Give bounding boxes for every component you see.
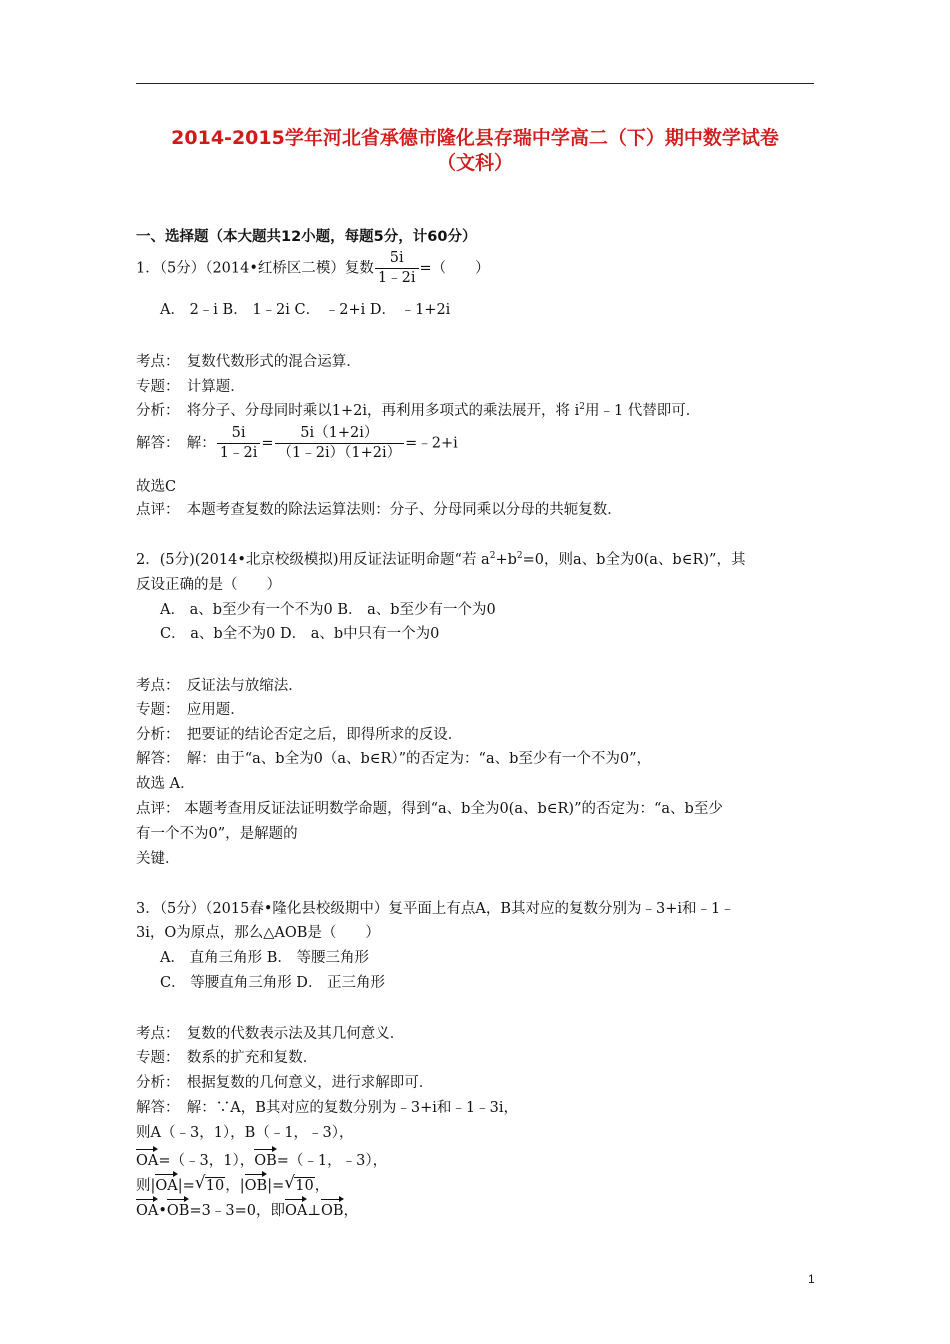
q3-options-ab: A． 直角三角形 B． 等腰三角形: [160, 950, 369, 966]
section-heading: 一、选择题（本大题共12小题，每题5分，计60分）: [136, 229, 477, 245]
q3-coords: 则A（﹣3，1），B（﹣1，﹣3），: [136, 1125, 354, 1141]
q3-mod-sep: ，|: [225, 1178, 245, 1194]
q1-jieda-frac1: [217, 424, 261, 463]
q1-jieda-label: 解答： 解：: [136, 435, 216, 452]
q3-ob-value: =（﹣1，﹣3），: [276, 1153, 388, 1169]
q3-stem-line2: 3i，O为原点，那么△AOB是（ ）: [136, 925, 380, 941]
page-number: 1: [808, 1272, 815, 1286]
q3-oa-value: =（﹣3，1），: [158, 1153, 255, 1169]
vector-ob: OB: [254, 1147, 277, 1169]
q2-stem-post: =0，则a、b全为0(a、b∈R)”，其: [522, 552, 746, 568]
q1-jieda: [136, 424, 458, 463]
header-rule: [136, 83, 814, 84]
q1-fraction: [375, 249, 419, 288]
q3-zhuanti: 专题： 数系的扩充和复数．: [136, 1050, 318, 1066]
q1-jieda-frac1-num: 5i: [217, 424, 261, 444]
q1-zhuanti: 专题： 计算题．: [136, 379, 245, 395]
q1-jieda-frac2-num: 5i（1+2i）: [275, 424, 405, 444]
vector-oa: OA: [155, 1172, 177, 1194]
q2-jieda: 解答： 解：由于“a、b全为0（a、b∈R）”的否定为：“a、b至少有一个不为0”，: [136, 751, 652, 767]
sqrt-radicand: 10: [295, 1178, 314, 1194]
sqrt-10: √ 10: [194, 1173, 225, 1194]
q2-options-ab: A． a、b至少有一个不为0 B． a、b至少有一个为0: [160, 602, 496, 618]
q2-sup2: 2: [516, 551, 523, 562]
doc-title-line2: （文科）: [436, 152, 513, 174]
q1-options: A． 2﹣i B． 1﹣2i C． ﹣2+i D． ﹣1+2i: [160, 302, 451, 318]
q1-stem-prefix: 1．（5分）（2014•红桥区二模）复数: [136, 260, 374, 277]
q2-stem-mid: +b: [495, 552, 517, 568]
vector-ob: OB: [321, 1197, 344, 1219]
vector-oa: OA: [285, 1197, 307, 1219]
q1-fenxi: [136, 401, 700, 421]
vector-oa: OA: [136, 1147, 158, 1169]
sqrt-radicand: 10: [205, 1178, 225, 1194]
q3-mod-eq2: |=: [267, 1178, 285, 1194]
q2-dianping-line2: 有一个不为0”，是解题的: [136, 826, 298, 842]
q3-kaodian: 考点： 复数的代数表示法及其几何意义．: [136, 1026, 405, 1042]
q3-moduli: [136, 1172, 329, 1196]
q3-mod-eq1: |=: [177, 1178, 195, 1194]
q2-options-cd: C． a、b全不为0 D． a、b中只有一个为0: [160, 626, 440, 642]
q1-fenxi-pre: 分析： 将分子、分母同时乘以1+2i，再利用多项式的乘法展开，将 i: [136, 403, 580, 419]
q2-stem-line2: 反设正确的是（ ）: [136, 577, 281, 593]
perp-symbol: ⊥: [307, 1203, 321, 1219]
vector-ob: OB: [245, 1172, 268, 1194]
q1-jieda-result: =﹣2+i: [405, 435, 458, 452]
q2-dianping-line3: 关键．: [136, 851, 180, 867]
q2-guxuan: 故选 A．: [136, 776, 195, 792]
q2-stem: [136, 550, 745, 570]
q3-vectors: [136, 1147, 387, 1171]
q3-mod-pre: 则|: [136, 1178, 156, 1194]
q2-kaodian: 考点： 反证法与放缩法．: [136, 678, 303, 694]
q3-stem-line1: 3．（5分）（2015春•隆化县校级期中）复平面上有点A，B其对应的复数分别为﹣3+i和﹣1﹣: [136, 901, 735, 917]
q1-stem: [136, 249, 490, 288]
dot-symbol: •: [158, 1203, 167, 1219]
q3-jieda: 解答： 解：∵A，B其对应的复数分别为﹣3+i和﹣1﹣3i，: [136, 1100, 518, 1116]
q2-dianping-line1: 点评： 本题考查用反证法证明数学命题，得到“a、b全为0(a、b∈R)”的否定为：“a、b至少: [136, 801, 723, 817]
vector-oa: OA: [136, 1197, 158, 1219]
q1-fenxi-post: 用﹣1 代替即可．: [584, 403, 701, 419]
q1-jieda-frac2: [275, 424, 405, 463]
q2-fenxi: 分析： 把要证的结论否定之后，即得所求的反设．: [136, 727, 463, 743]
doc-title-line1: 2014-2015学年河北省承德市隆化县存瑞中学高二（下）期中数学试卷: [171, 127, 779, 149]
q1-dianping: 点评： 本题考查复数的除法运算法则：分子、分母同乘以分母的共轭复数．: [136, 502, 622, 518]
q2-sup1: 2: [489, 551, 496, 562]
q2-stem-pre: 2．(5分)(2014•北京校级模拟)用反证法证明命题“若 a: [136, 552, 490, 568]
q1-kaodian: 考点： 复数代数形式的混合运算．: [136, 354, 361, 370]
q1-jieda-eq: =: [261, 435, 274, 452]
vector-ob: OB: [167, 1197, 190, 1219]
sqrt-10: √ 10: [284, 1173, 314, 1194]
q3-dot-value: =3﹣3=0，即: [189, 1203, 285, 1219]
q3-dot-end: ，: [343, 1203, 358, 1219]
q1-frac-den: 1﹣2i: [377, 270, 416, 286]
q3-fenxi: 分析： 根据复数的几何意义，进行求解即可．: [136, 1075, 434, 1091]
q3-options-cd: C． 等腰直角三角形 D． 正三角形: [160, 975, 386, 991]
q1-jieda-frac2-den: （1﹣2i）（1+2i）: [277, 445, 402, 461]
q1-frac-num: 5i: [375, 249, 419, 269]
q1-fenxi-sup: 2: [579, 402, 585, 413]
q2-zhuanti: 专题： 应用题．: [136, 702, 245, 718]
q3-dot-product: [136, 1197, 358, 1221]
q1-guxuan: 故选C: [136, 479, 177, 495]
q1-jieda-frac1-den: 1﹣2i: [219, 445, 258, 461]
q3-mod-end: ，: [314, 1178, 330, 1194]
q1-stem-suffix: =（ ）: [419, 260, 490, 277]
